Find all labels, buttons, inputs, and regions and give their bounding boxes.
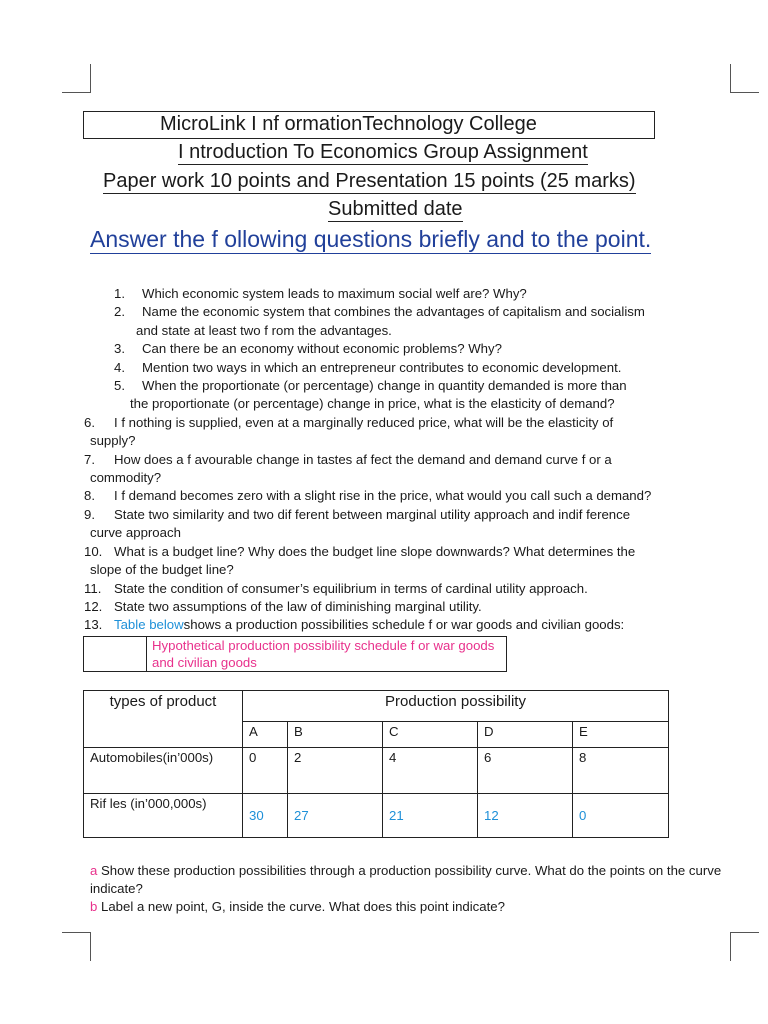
table-row (84, 794, 669, 838)
production-possibility-header: Production possibility (243, 691, 669, 722)
column-header: C (383, 722, 478, 748)
production-possibility-table (83, 690, 669, 838)
table-cell: 0 (573, 794, 669, 838)
question-item: 2. Name the economic system that combines the advantages of capitalism and socialism (114, 304, 645, 320)
question-item: 6. I f nothing is supplied, even at a marginally reduced price, what will be the elasticity of (84, 414, 614, 430)
follow-up-parts (90, 862, 730, 916)
table-cell: 21 (383, 794, 478, 838)
question-item: 5. When the proportionate (or percentage) change in quantity demanded is more than (114, 378, 627, 394)
types-of-product-header: types of product (84, 691, 243, 748)
table-below-link[interactable]: Table below (114, 617, 184, 633)
marks-line: Paper work 10 points and Presentation 15 points (25 marks) (103, 170, 636, 192)
row-label: Rif les (in’000,000s) (84, 794, 243, 838)
column-header: D (478, 722, 573, 748)
part-a: a Show these production possibilities through a production possibility curve. What do the points on the curve indicate? (90, 863, 722, 896)
submitted-date: Submitted date (328, 198, 463, 220)
question-item: 1. Which economic system leads to maximum social welf are? Why? (114, 286, 527, 301)
question-item: 3. Can there be an economy without economic problems? Why? (114, 341, 502, 357)
table-row (84, 748, 669, 794)
question-item: 10. What is a budget line? Why does the budget line slope downwards? What determines the (84, 543, 636, 559)
crop-mark-bottom-left (62, 932, 91, 961)
question-continuation: commodity? (90, 470, 162, 486)
table-cell: 4 (383, 748, 478, 794)
question-item: 7. How does a f avourable change in tastes af fect the demand and demand curve f or a (84, 451, 612, 467)
table-cell: 2 (288, 748, 383, 794)
question-continuation: slope of the budget line? (90, 562, 234, 578)
question-continuation: supply? (90, 433, 136, 449)
question-item: 4. Mention two ways in which an entrepreneur contributes to economic development. (114, 359, 622, 375)
question-item: 13. Table belowshows a production possibilities schedule f or war goods and civilian goods: (84, 617, 625, 633)
question-item: 8. I f demand becomes zero with a slight rise in the price, what would you call such a demand? (84, 488, 652, 504)
crop-mark-top-left (62, 64, 91, 93)
question-item: 12. State two assumptions of the law of diminishing marginal utility. (84, 598, 482, 614)
table-cell: 8 (573, 748, 669, 794)
caption-text: Hypothetical production possibility schedule f or war goods and civilian goods (147, 637, 507, 672)
question-continuation: and state at least two f rom the advantages. (136, 322, 392, 338)
table-cell: 27 (288, 794, 383, 838)
table-cell: 30 (243, 794, 288, 838)
college-name: MicroLink I nf ormationTechnology College (160, 113, 537, 135)
crop-mark-top-right (730, 64, 759, 93)
crop-mark-bottom-right (730, 932, 759, 961)
table-caption (83, 636, 507, 672)
question-item: 9. State two similarity and two dif ferent between marginal utility approach and indif ference (84, 506, 631, 522)
question-continuation: the proportionate (or percentage) change in price, what is the elasticity of demand? (130, 396, 615, 412)
caption-blank-cell (84, 637, 147, 672)
question-list (86, 285, 726, 635)
instruction-heading: Answer the f ollowing questions briefly and to the point. (90, 226, 652, 252)
column-header: A (243, 722, 288, 748)
table-cell: 12 (478, 794, 573, 838)
assignment-title: I ntroduction To Economics Group Assignment (178, 141, 588, 163)
row-label: Automobiles(in’000s) (84, 748, 243, 794)
question-item: 11. State the condition of consumer’s equilibrium in terms of cardinal utility approach. (84, 580, 588, 596)
column-header: E (573, 722, 669, 748)
part-b: b Label a new point, G, inside the curve. What does this point indicate? (90, 899, 505, 914)
table-cell: 0 (243, 748, 288, 794)
question-continuation: curve approach (90, 525, 181, 541)
table-cell: 6 (478, 748, 573, 794)
column-header: B (288, 722, 383, 748)
